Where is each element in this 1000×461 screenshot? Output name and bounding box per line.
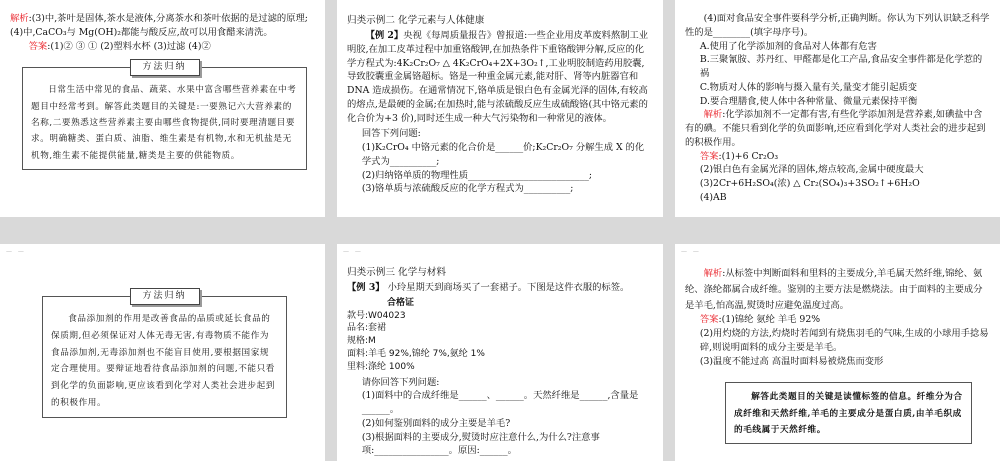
answer-text-1: :(1)+6 Cr₂O₃ xyxy=(718,150,779,162)
answer-line-4: (4)AB xyxy=(699,191,727,203)
method-summary-box xyxy=(22,62,307,170)
example-label: 【例 3】 xyxy=(347,282,385,294)
slide-4 xyxy=(0,244,325,461)
section-heading: 归类示例二 化学元素与人体健康 xyxy=(347,15,485,26)
example-text: 小玲星期天到商场买了一套裙子。下图是这件衣服的标签。 xyxy=(387,282,630,294)
answer-line-1 xyxy=(685,150,990,164)
question-2: (2)归纳铬单质的物理性质__________________________; xyxy=(361,169,593,181)
answer-line-3: (3)温度不能过高 高温时面料易被烧焦而变形 xyxy=(699,355,884,367)
slide-3 xyxy=(675,0,1000,217)
garment-label-line: 里料:涤纶 100% xyxy=(347,361,415,372)
answer-text-1: :(1)锦纶 氨纶 羊毛 92% xyxy=(718,314,821,326)
answer-line-2: (2)用灼烧的方法,灼烧时若闻到有烧焦羽毛的气味,生成的小球用手捻易碎,则说明面料的成分主要是羊毛。 xyxy=(699,328,989,353)
question-prompt: 回答下列问题: xyxy=(361,128,421,140)
analysis-text: :从标签中判断面料和里料的主要成分,羊毛属天然纤维,锦纶、氨纶、涤纶都属合成纤维。鉴别的主要方法是燃烧法。由于面料的主要成分是羊毛,怕高温,熨烫时应避免温度过高。 xyxy=(685,268,983,311)
answer-label: 答案 xyxy=(699,314,719,326)
answer-line-2: (2)银白色有金属光泽的固体,熔点较高,金属中硬度最大 xyxy=(699,164,924,176)
garment-label-line: 款号:W04023 xyxy=(347,310,406,321)
slide-corner-mark: — — xyxy=(6,248,26,255)
method-summary-tag: 方法归纳 xyxy=(129,59,199,76)
example-paragraph xyxy=(347,29,653,125)
answer-paragraph xyxy=(10,40,315,54)
analysis-label: 解析 xyxy=(703,268,723,279)
analysis-paragraph xyxy=(10,12,315,40)
garment-label-line: 品名:套裙 xyxy=(347,323,387,334)
slide-2 xyxy=(337,0,663,217)
section-heading: 归类示例三 化学与材料 xyxy=(347,267,446,278)
analysis-label: 解析 xyxy=(10,13,29,24)
answer-label: 答案 xyxy=(28,40,48,52)
option-b: B.三聚氰胺、苏丹红、甲醛都是化工产品,食品安全事件都是化学惹的祸 xyxy=(699,54,983,79)
example-text: 央视《每周质量报告》曾报道:一些企业用皮革废料熬制工业明胶,在加工皮革过程中加重铬酸钾,在加热条件下重铬酸钾分解,反应的化学方程式为:4K₂Cr₂O₇ △ 4K₂CrO₄+2X+3O₂↑,工业明胶制造药用胶囊,导致胶囊重金属铬超标。铬是一种重金属元素,能对肝、肾等内脏器官和 DNA 造成损伤。在通常情况下,铬单质是银白色有金属光泽的固体,有较高的熔点,是最硬的金属;在加热时,能与浓硫酸反应生成硫酸铬(其中铬元素的化合价为+3 价),同时还生成一种大气污染物和一种常见的液体。 xyxy=(347,30,649,124)
analysis-paragraph xyxy=(685,108,990,149)
analysis-label: 解析 xyxy=(703,109,723,121)
slide-1 xyxy=(0,0,325,217)
answer-line-3: (3)2Cr+6H₂SO₄(浓) △ Cr₂(SO₄)₃+3SO₂↑+6H₂O xyxy=(699,178,920,189)
slide-6-content xyxy=(685,266,990,444)
slide-1-content xyxy=(10,12,315,170)
question-2: (2)如何鉴别面料的成分主要是羊毛? xyxy=(361,417,511,429)
example-label: 【例 2】 xyxy=(365,30,404,42)
slide-6 xyxy=(675,244,1000,461)
question-1: (1)面料中的合成纤维是______、______。天然纤维是______,含量是______。 xyxy=(361,390,639,416)
summary-box-text: 解答此类题目的关键是读懂标签的信息。纤维分为合成纤维和天然纤维,羊毛的主要成分是蛋白质,由羊毛织成的毛线属于天然纤维。 xyxy=(734,392,963,436)
question-prompt: 请你回答下列问题: xyxy=(361,376,440,388)
slide-corner-mark: — — xyxy=(681,248,701,255)
method-summary-text: 食品添加剂的作用是改善食品的品质或延长食品的保质期,但必须保证对人体无毒无害,有毒物质不能作为食品添加剂,无毒添加剂也不能盲目使用,要根据国家规定合理使用。要辩证地看待食品添加剂的问题,不能只看到化学的负面影响,更应该看到化学对人类社会进步起到的积极作用。 xyxy=(51,314,275,408)
garment-label-title: 合格证 xyxy=(387,297,415,308)
example-paragraph xyxy=(347,281,653,295)
method-summary-tag: 方法归纳 xyxy=(129,288,199,305)
analysis-text: :(3)中,茶叶是固体,茶水是液体,分离茶水和茶叶依据的是过滤的原理;(4)中,CaCO₃与 Mg(OH)₂都能与酸反应,故可以用食醋来清洗。 xyxy=(10,13,308,38)
slide-corner-mark: — — xyxy=(343,248,363,255)
option-c: C.物质对人体的影响与摄入量有关,量变才能引起质变 xyxy=(699,81,918,93)
question-3: (3)根据面料的主要成分,熨烫时应注意什么,为什么?注意事项:________________。原因:______。 xyxy=(361,431,600,457)
method-summary-box xyxy=(42,291,287,418)
slide-5 xyxy=(337,244,663,461)
method-summary-text: 日常生活中常见的食品、蔬菜、水果中富含哪些营养素在中考题目中经常考到。解答此类题目的关键是:一要熟记六大营养素的名称,二要熟悉这些营养素主要由哪些食物提供,同时要理清题目要求。明确糖类、蛋白质、油脂、维生素是有机物,水和无机盐是无机物,维生素不能提供能量,糖类是主要的供能物质。 xyxy=(31,85,297,161)
garment-label-line: 规格:M xyxy=(347,336,376,347)
question-4: (4)面对食品安全事件要科学分析,正确判断。你认为下列认识缺乏科学性的是________(填字母序号)。 xyxy=(685,13,990,38)
analysis-text: :化学添加剂不一定都有害,有些化学添加剂是营养素,如碘盐中含有的碘。不能只看到化学的负面影响,还应看到化学对人类社会的进步起到的积极作用。 xyxy=(685,109,986,148)
option-d: D.要合理膳食,使人体中各种常量、微量元素保持平衡 xyxy=(699,95,918,107)
slide-2-content xyxy=(347,14,653,196)
summary-box xyxy=(725,382,972,444)
garment-label xyxy=(347,297,653,374)
question-1: (1)K₂CrO₄ 中铬元素的化合价是______价;K₂Cr₂O₇ 分解生成 X 的化学式为__________; xyxy=(361,142,645,167)
question-3: (3)铬单质与浓硫酸反应的化学方程式为__________; xyxy=(361,183,574,195)
answer-label: 答案 xyxy=(699,150,719,162)
answer-line-1 xyxy=(685,313,990,327)
garment-label-line: 面料:羊毛 92%,锦纶 7%,氨纶 1% xyxy=(347,349,485,359)
answer-text: :(1)② ③ ① (2)塑料水杯 (3)过滤 (4)② xyxy=(47,40,211,52)
analysis-paragraph xyxy=(685,266,990,313)
slide-3-content xyxy=(685,12,990,205)
slide-5-content xyxy=(347,266,653,458)
option-a: A.使用了化学添加剂的食品对人体都有危害 xyxy=(699,40,877,52)
